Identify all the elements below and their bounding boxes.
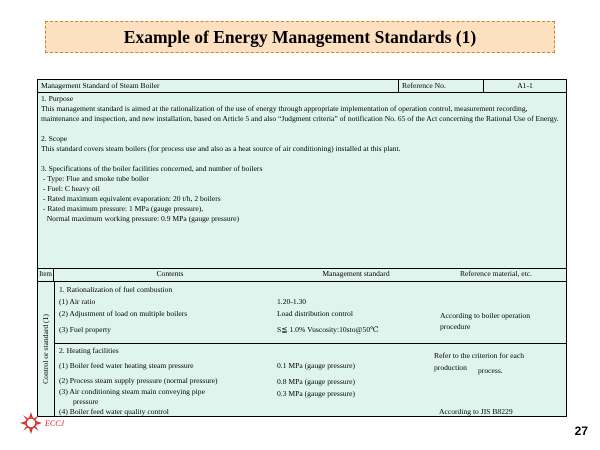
eccj-logo-icon (20, 412, 42, 434)
standard-document (37, 79, 567, 417)
reference-text: According to JIS B8229 (439, 407, 513, 416)
col-item: Item (38, 269, 54, 281)
reference-text: Refer to the criterion for each (434, 351, 525, 360)
slide-title: Example of Energy Management Standards (1) (123, 26, 477, 47)
purpose-text: This management standard is aimed at the rationalization of the use of energy through appropriate implementation of operation control, measurement recording, maintenance and inspection, and new installation, based on Article 5 and also “Judgment criteria” of notification No. 65 of the Act concerning the Rational Use of Energy. (41, 104, 559, 123)
table-header-row (38, 269, 566, 282)
spec-line: - Rated maximum pressure: 1 MPa (gauge pressure), (41, 204, 204, 213)
page-number: 27 (574, 424, 588, 438)
row-label: (1) Boiler feed water heating steam pressure (59, 361, 194, 370)
standard-value: 0.8 MPa (gauge pressure) (277, 377, 356, 386)
document-header (38, 80, 566, 93)
spec-line: Normal maximum working pressure: 0.9 MPa (gauge pressure) (41, 214, 240, 223)
side-label-cell (38, 282, 55, 416)
standard-value: S≦ 1.0% Vuscosity:10sto@50℃ (277, 325, 379, 334)
reference-label: Reference No. (399, 80, 484, 92)
specs-heading: 3. Specifications of the boiler facilities concerned, and number of boilers (41, 164, 263, 173)
row-label: (2) Process steam supply pressure (normal pressure) (59, 376, 218, 385)
logo-text: ECCJ (45, 419, 65, 428)
reference-text: procedure (440, 322, 471, 331)
section-heading: 2. Heating facilities (59, 346, 119, 355)
scope-heading: 2. Scope (41, 134, 68, 143)
purpose-heading: 1. Purpose (41, 94, 74, 103)
row-label: (1) Air ratio (59, 297, 96, 306)
side-label: Control or standard (1) (41, 314, 50, 384)
section-fuel-combustion (55, 282, 566, 344)
section-heading: 1. Rationalization of fuel combustion (59, 285, 173, 294)
scope-text: This standard covers steam boilers (for process use and also as a heat source of air conditioning) installed at this plant. (41, 144, 401, 153)
row-label: (3) Fuel property (59, 325, 111, 334)
reference-text: According to boiler operation (440, 311, 531, 320)
row-label: pressure (73, 397, 99, 406)
row-label: (4) Boiler feed water quality control (59, 407, 169, 416)
document-name: Management Standard of Steam Boiler (38, 80, 399, 92)
spec-line: - Fuel: C heavy oil (41, 184, 100, 193)
document-body (38, 93, 566, 269)
slide-title-box (45, 21, 555, 53)
row-label: (2) Adjustment of load on multiple boilers (59, 309, 188, 318)
spec-line: - Type: Flue and smoke tube boiler (41, 174, 149, 183)
reference-value: A1-1 (517, 81, 533, 90)
spec-line: - Rated maximum equivalent evaporation: 20 t/h, 2 boilers (41, 194, 221, 203)
reference-text: production (434, 363, 467, 372)
col-management-standard: Management standard (322, 269, 390, 278)
standard-value: Load distribution control (277, 309, 353, 318)
standard-value: 1.20-1.30 (277, 297, 307, 306)
standard-value: 0.1 MPa (gauge pressure) (277, 361, 356, 370)
standard-value: 0.3 MPa (gauge pressure) (277, 389, 356, 398)
row-label: (3) Air conditioning steam main conveying pipe (59, 387, 205, 396)
col-contents: Contents (156, 269, 184, 278)
col-reference: Reference material, etc. (459, 269, 533, 278)
section-heating-facilities (55, 344, 566, 416)
table-body (38, 282, 566, 416)
reference-text: process. (478, 366, 503, 375)
